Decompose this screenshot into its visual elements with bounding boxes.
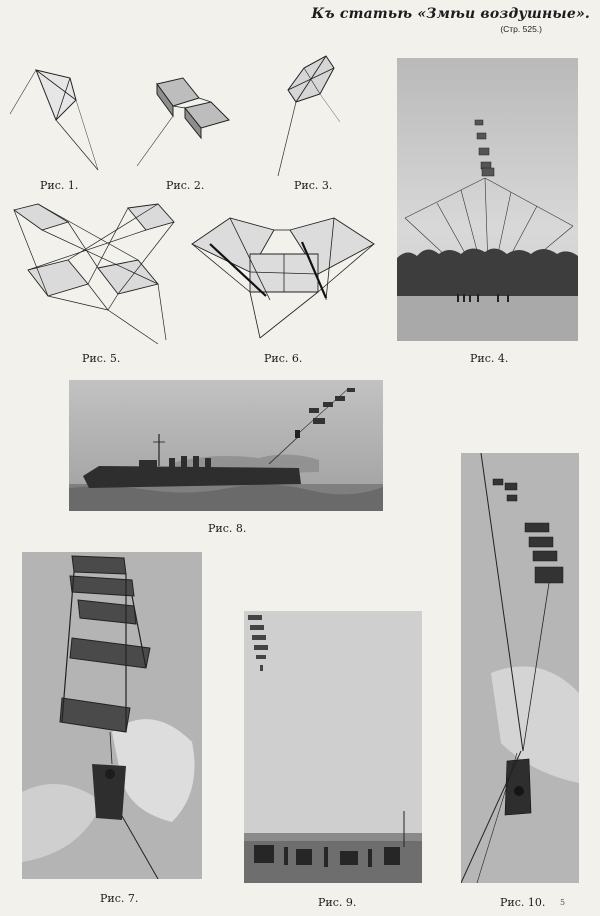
figure-8-caption: Рис. 8. <box>208 522 247 535</box>
figure-6-winged-box-kite <box>190 214 376 342</box>
page-header-subtitle: (Стр. 525.) <box>500 24 542 34</box>
figure-10-photo <box>461 453 579 883</box>
figure-10-caption: Рис. 10. <box>500 896 546 909</box>
figure-3-hexagonal-kite <box>270 52 350 180</box>
figure-9-photo <box>244 611 422 883</box>
figure-1-caption: Рис. 1. <box>40 179 79 192</box>
figure-6-caption: Рис. 6. <box>264 352 303 365</box>
page-header-title: Къ статьѣ «Змѣи воздушные». <box>311 6 590 22</box>
figure-2-box-kite <box>135 72 235 172</box>
figure-7-caption: Рис. 7. <box>100 892 139 905</box>
figure-9-caption: Рис. 9. <box>318 896 357 909</box>
page-mark: 5 <box>560 898 566 907</box>
figure-1-diamond-kite <box>8 62 108 174</box>
figure-5-cellular-kite <box>8 200 180 348</box>
figure-8-photo <box>69 380 383 511</box>
figure-4-caption: Рис. 4. <box>470 352 509 365</box>
figure-3-caption: Рис. 3. <box>294 179 333 192</box>
figure-2-caption: Рис. 2. <box>166 179 205 192</box>
figure-7-photo <box>22 552 202 879</box>
figure-4-photo <box>397 58 578 341</box>
figure-5-caption: Рис. 5. <box>82 352 121 365</box>
